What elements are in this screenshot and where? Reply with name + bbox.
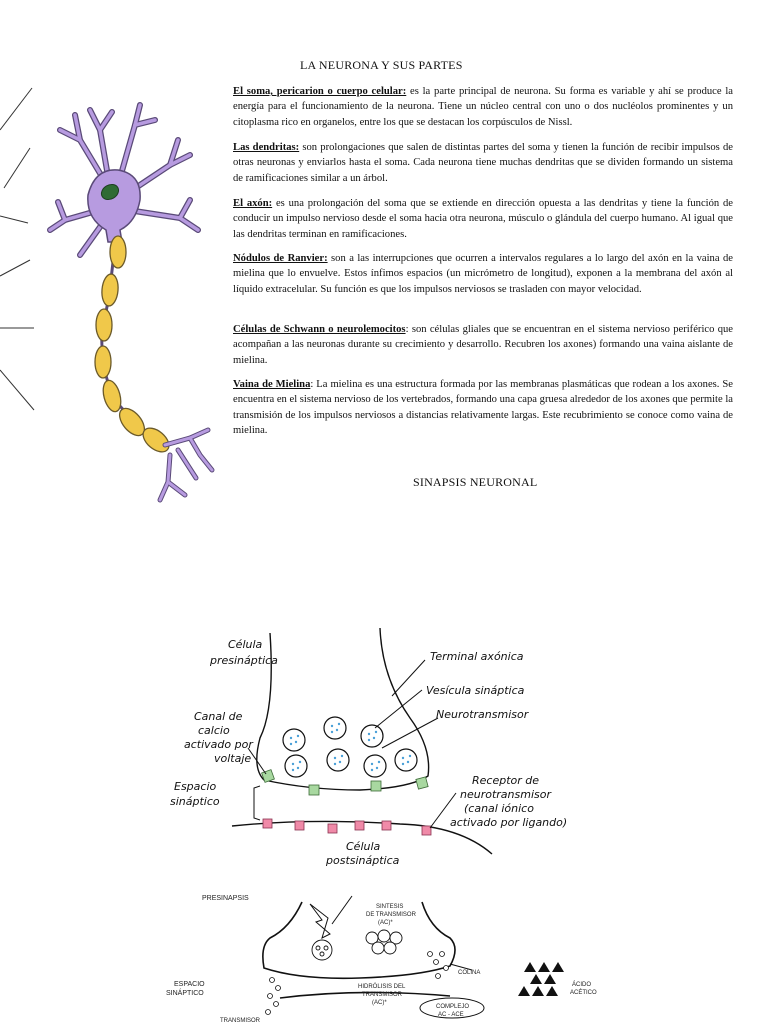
label-synaptic-space: Espacio sináptico xyxy=(170,780,220,808)
label-sintesis: SINTESIS DE TRANSMISOR (AC)* xyxy=(366,904,416,926)
pointer-lines xyxy=(0,88,34,410)
myelin-sheath xyxy=(95,236,173,457)
paragraph-dendritas xyxy=(233,140,733,186)
text-mielina: : La mielina es una estructura formada por las membranas plasmáticas que rodean a los axones. Se encuentra en el sistema nervioso de los vertebrados, formando una capa gruesa alrededor de los axones que permite la transmisión de los impulsos nerviosos a distancias relativamente largas. Este recubrimiento se conoce como vaina de mielina. xyxy=(233,379,733,437)
text-soma: es la parte principal de neurona. Su forma es variable y ahí se produce la energía para el funcionamiento de la neurona. Tiene un núcleo central con uno o dos nucléolos prominentes y un citoplasma rico en organelos, entre los que se destacan los corpúsculos de Nissl. xyxy=(233,86,733,128)
label-terminal: Terminal axónica xyxy=(430,650,524,663)
label-presinapsis: PRESINAPSIS xyxy=(202,895,249,902)
neurotransmitter-dots xyxy=(290,723,411,771)
document-title: LA NEURONA Y SUS PARTES xyxy=(300,58,463,72)
term-mielina: Vaina de Mielina xyxy=(233,379,311,390)
paragraph-mielina xyxy=(233,377,733,439)
label-neurotransmitter: Neurotransmisor xyxy=(436,708,529,721)
text-ranvier: son a las interrupciones que ocurren a intervalos regulares a lo largo del axón en la vaina de mielina que lo envuelve. Estos ínfimos espacios (un micrómetro de longitud), exponen a la membrana del axón al líquido extracelular. Su función es que los impulsos nerviosos se trasladen con mayor velocidad. xyxy=(233,253,733,295)
calcium-channels xyxy=(262,770,429,795)
label-transmisor: TRANSMISOR xyxy=(220,1018,261,1024)
term-soma: El soma, pericarion o cuerpo celular: xyxy=(233,86,407,97)
text-schwann: : son células gliales que se encuentran en el sistema nervioso periférico que acompañan a las neuronas durante su crecimiento y desarrollo. Recubren los axones) formando una vaina aislante de mielina. xyxy=(233,324,733,366)
down-arrow xyxy=(310,904,330,938)
acid-pyramids xyxy=(518,962,564,996)
label-complejo: COMPLEJO AC - ACE xyxy=(436,1004,470,1018)
label-hidrolisis: HIDRÓLISIS DEL TRANSMISOR (AC)* xyxy=(358,984,406,1006)
label-presynaptic: Célula presináptica xyxy=(210,638,278,667)
paragraph-axon xyxy=(233,196,733,242)
term-dendritas: Las dendritas: xyxy=(233,142,300,153)
term-axon: El axón: xyxy=(233,198,273,209)
synapse-diagram xyxy=(160,628,580,868)
acetylcholine-diagram xyxy=(160,888,600,1024)
paragraph-soma xyxy=(233,84,733,130)
paragraph-ranvier xyxy=(233,251,733,297)
label-calcium-channel: Canal de calcio activado por voltaje xyxy=(184,710,253,765)
label-colina: COLINA xyxy=(458,970,481,976)
term-schwann: Células de Schwann o neurolemocitos xyxy=(233,324,406,335)
vesicle-clusters xyxy=(312,930,402,960)
neuron-illustration xyxy=(0,70,230,515)
label-acido: ÁCIDO ACÉTICO xyxy=(570,982,597,996)
text-dendritas: son prolongaciones que salen de distintas partes del soma y tienen la función de recibir impulsos de otras neuronas y enviarlos hasta el soma. Cada neurona tiene muchas dendritas que se dividen formando un sistema de ramificaciones similar a un árbol. xyxy=(233,142,733,184)
term-ranvier: Nódulos de Ranvier: xyxy=(233,253,328,264)
label-espacio: ESPACIO SINÁPTICO xyxy=(166,981,205,997)
text-axon: es una prolongación del soma que se extiende en dirección opuesta a las dendritas y tiene la función de conducir un impulso nervioso desde el soma hacia otra neurona, músculo o glándula del cuerpo humano. Al igual que las dendritas terminan en ramificaciones. xyxy=(233,198,733,240)
paragraph-schwann xyxy=(233,322,733,368)
label-receptor: Receptor de neurotransmisor (canal iónico activado por ligando) xyxy=(450,774,568,829)
label-vesicle: Vesícula sináptica xyxy=(426,684,525,697)
label-postsynaptic: Célula postsináptica xyxy=(326,840,400,867)
synaptic-space-bracket xyxy=(254,786,260,820)
presynapsis-membrane xyxy=(263,902,455,978)
synaptic-vesicles xyxy=(283,717,417,777)
section-title: SINAPSIS NEURONAL xyxy=(413,475,538,489)
